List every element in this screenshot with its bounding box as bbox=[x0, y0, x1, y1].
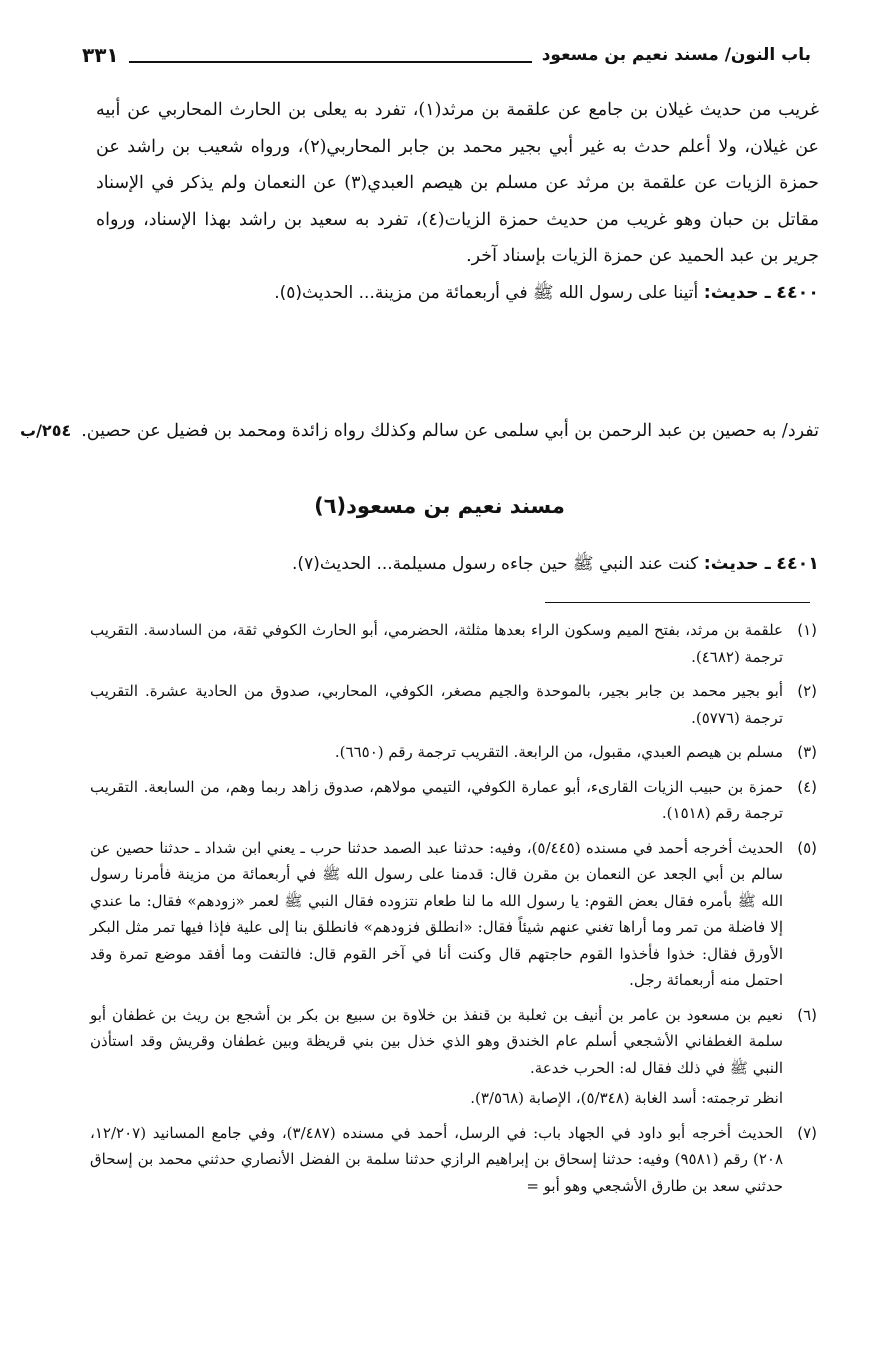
hadith-4401 bbox=[96, 546, 819, 582]
hadith-number: ٤٤٠١ bbox=[776, 554, 819, 574]
tafarrud-paragraph bbox=[20, 413, 819, 449]
footnote-text: علقمة بن مرثد، بفتح الميم وسكون الراء بعدها مثلثة، الحضرمي، أبو الحارث الكوفي ثقة، من السادسة. التقريب ترجمة (٤٦٨٢). bbox=[90, 621, 783, 666]
footnote-text: حمزة بن حبيب الزيات القارىء، أبو عمارة الكوفي، التيمي مولاهم، صدوق زاهد ربما وهم، من السابعة. التقريب ترجمة رقم (١٥١٨). bbox=[90, 777, 783, 822]
tafarrud-text: تفرد/ به حصين بن عبد الرحمن بن أبي سلمى عن سالم وكذلك رواه زائدة ومحمد بن فضيل عن حصين. bbox=[81, 421, 819, 441]
footnote-1 bbox=[90, 617, 817, 670]
footnote-number: (٢) bbox=[797, 682, 817, 700]
header-rule bbox=[129, 61, 532, 63]
footnote-number: (٤) bbox=[797, 777, 817, 796]
manuscript-folio-reference: ٢٥٤/ب bbox=[20, 421, 72, 440]
footnote-text: مسلم بن هيصم العبدي، مقبول، من الرابعة. التقريب ترجمة رقم (٦٦٥٠). bbox=[334, 743, 783, 761]
footnote-text: الحديث أخرجه أحمد في مسنده (٥/٤٤٥)، وفيه: حدثنا عبد الصمد حدثنا حرب ـ يعني ابن شداد ـ حدثنا حصين عن سالم بن أبي الجعد عن النعمان بن مقرن قال: قدمنا على رسول الله ﷺ في أربعمائة من مزينة فأمرنا رسول الله ﷺ بأمره فقال بعض القوم: يا رسول الله ما لنا طعام نتزوده فقال النبي ﷺ لعمر «زودهم» فقال: ما عندي إلا فاضلة من تمر وما أراها تغني عنهم شيئاً فقال: «انطلق فزودهم» فانطلق بنا إلى علية فإذا فيها تمر مثل البكر الأورق فقال: خذوا فأخذوا القوم حاجتهم قال وكنت أنا في آخر القوم قال: فالتفت وما أفقد موضع تمرة وقد احتمل منه أربعمائة رجل. bbox=[90, 838, 783, 989]
hadith-keyword: ـ حديث: bbox=[703, 282, 771, 303]
paragraph-1: غريب من حديث غيلان بن جامع عن علقمة بن مرثد(١)، تفرد به يعلى بن الحارث المحاربي عن أبيه عن غيلان، ولا أعلم حدث به غير أبي بجير محمد بن جابر المحاربي(٢)، ورواه شعيب بن راشد عن حمزة الزيات عن علقمة بن مرثد عن مسلم بن هيصم العبدي(٣) عن النعمان ولم يذكر في الإسناد مقاتل بن حبان وهو غريب من حديث حمزة الزيات(٤)، تفرد به سعيد بن راشد بهذا الإسناد، ورواه جرير بن عبد الحميد عن حمزة الزيات بإسناد آخر. bbox=[96, 100, 819, 266]
footnote-3 bbox=[90, 739, 817, 766]
footnote-6 bbox=[90, 1002, 817, 1082]
hadith-text: كنت عند النبي ﷺ حين جاءه رسول مسيلمة... الحديث(٧). bbox=[292, 554, 699, 574]
main-text bbox=[96, 92, 819, 311]
footnote-2 bbox=[90, 678, 817, 731]
footnote-text: أبو بجير محمد بن جابر بجير، بالموحدة والجيم مصغر، الكوفي، المحاربي، صدوق من الحادية عشرة. التقريب ترجمة (٥٧٧٦). bbox=[90, 682, 783, 727]
footnote-5 bbox=[90, 835, 817, 994]
footnote-4 bbox=[90, 774, 817, 827]
hadith-text: أتينا على رسول الله ﷺ في أربعمائة من مزينة... الحديث(٥). bbox=[274, 282, 699, 303]
page-header bbox=[82, 38, 811, 72]
footnote-number: (٣) bbox=[797, 743, 817, 761]
footnote-number: (٧) bbox=[797, 1123, 817, 1142]
hadith-number: ٤٤٠٠ bbox=[776, 282, 819, 303]
footnote-number: (٦) bbox=[797, 1005, 817, 1024]
footnote-text: الحديث أخرجه أبو داود في الجهاد باب: في الرسل، أحمد في مسنده (٣/٤٨٧)، وفي جامع المسانيد (١٢/٢٠٧، ٢٠٨) رقم (٩٥٨١) وفيه: حدثنا إسحاق بن إبراهيم الرازي حدثنا سلمة بن الفضل الأنصاري حدثني محمد بن إسحاق حدثني سعد بن طارق الأشجعي وهو أبو = bbox=[90, 1123, 784, 1195]
page-number: ٣٣١ bbox=[82, 43, 119, 67]
footnote-number: (١) bbox=[797, 621, 817, 639]
footnote-7 bbox=[90, 1120, 817, 1200]
footnote-6-reference: انظر ترجمته: أسد الغابة (٥/٣٤٨)، الإصابة (٣/٥٦٨). bbox=[470, 1089, 783, 1107]
footnote-separator bbox=[545, 602, 810, 603]
hadith-4400 bbox=[96, 275, 819, 312]
footnotes bbox=[90, 617, 817, 1207]
footnote-text: نعيم بن مسعود بن عامر بن أنيف بن ثعلبة بن قنفذ بن خلاوة بن سبيع بن بكر بن أشجع بن ريث بن غطفان أبو سلمة الغطفاني الأشجعي أسلم عام الخندق وهو الذي خذل بين بني قريظة وبين غطفان وقريش وقد استأذن النبي ﷺ في ذلك فقال له: الحرب خدعة. bbox=[90, 1005, 783, 1077]
running-title: باب النون/ مسند نعيم بن مسعود bbox=[541, 45, 811, 65]
hadith-keyword: ـ حديث: bbox=[703, 554, 771, 574]
section-heading: مسند نعيم بن مسعود(٦) bbox=[314, 494, 565, 518]
footnote-number: (٥) bbox=[797, 838, 817, 857]
